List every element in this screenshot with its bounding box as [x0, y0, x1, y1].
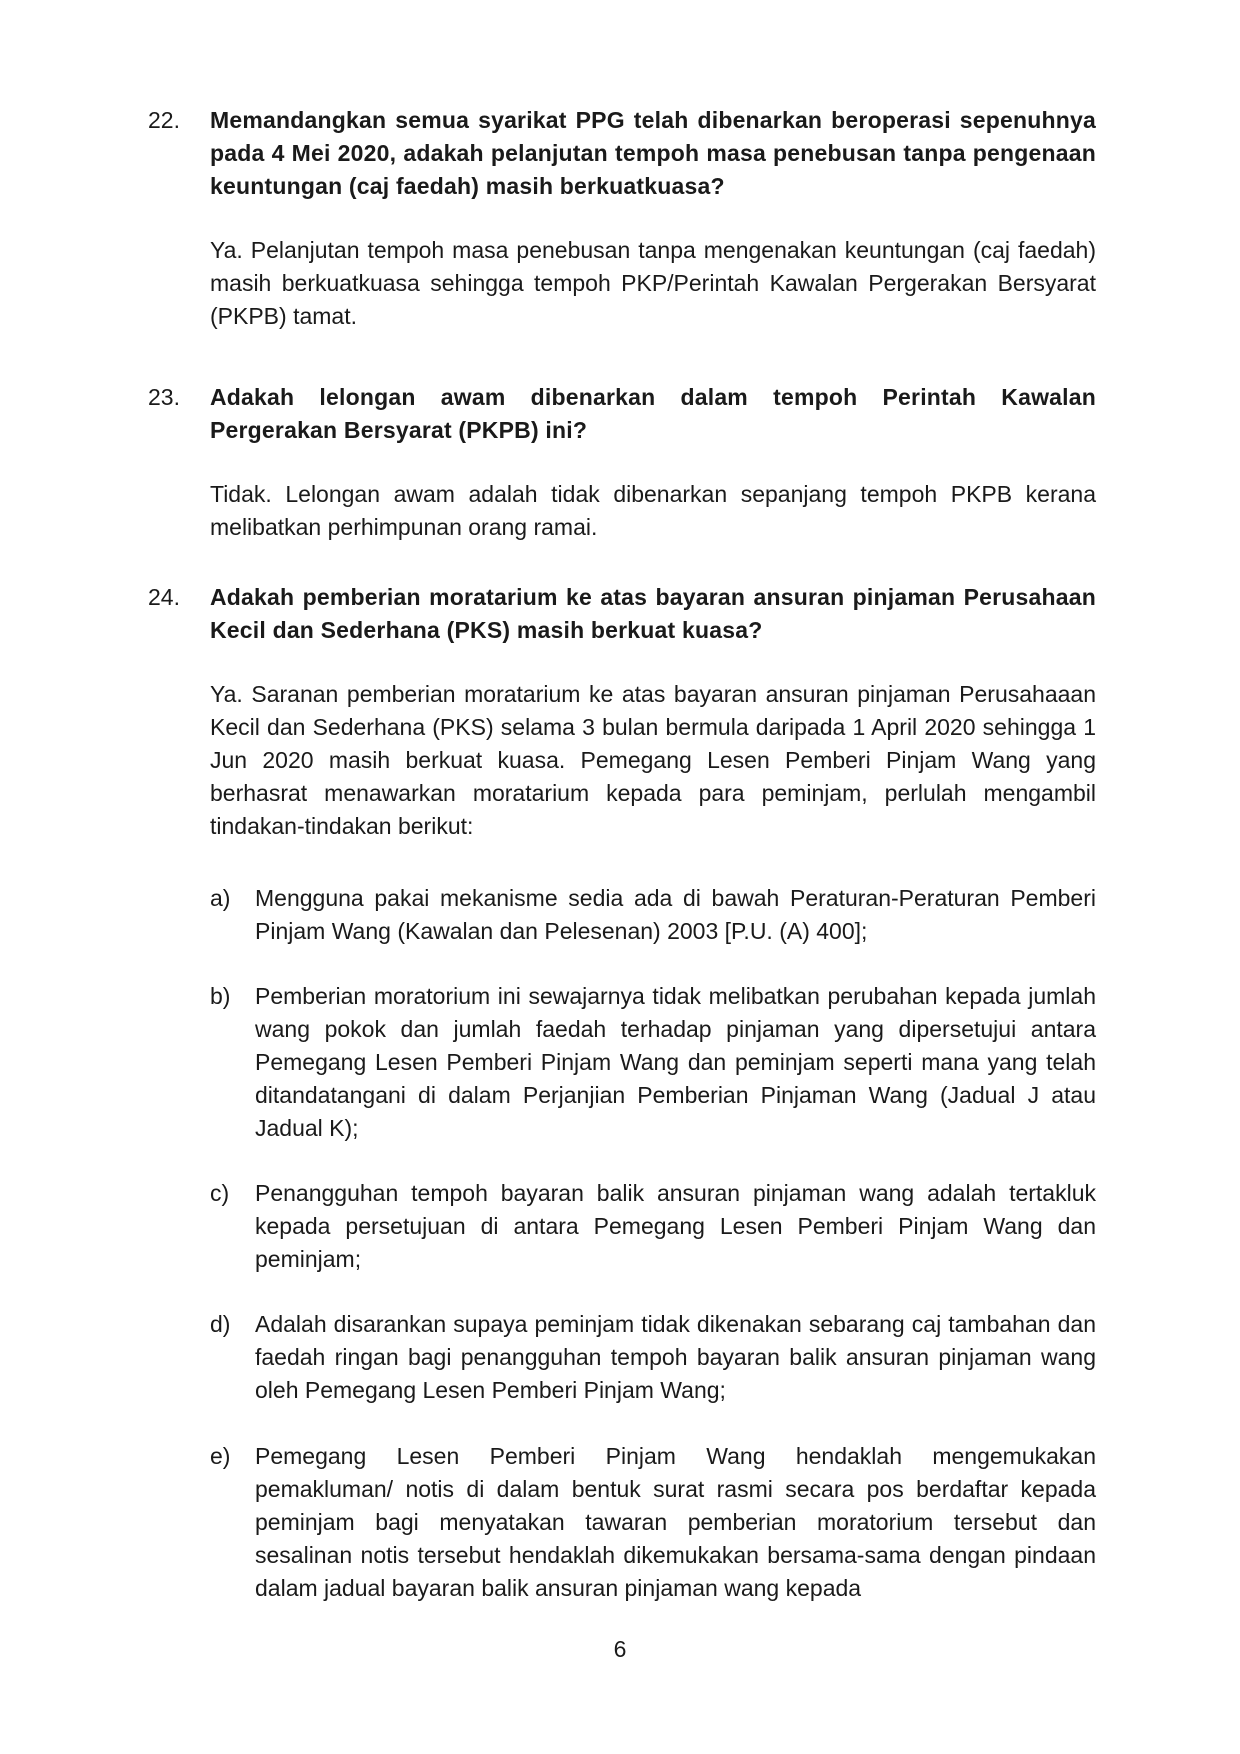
list-item-label: b) [210, 983, 231, 1009]
list-item-c [210, 1177, 1096, 1276]
list-item-d [210, 1308, 1096, 1407]
faq-item-24 [148, 581, 1096, 843]
list-item-label: d) [210, 1311, 231, 1337]
page-number: 6 [613, 1636, 627, 1662]
answer-text: Ya. Pelanjutan tempoh masa penebusan tanpa mengenakan keuntungan (caj faedah) masih berkuatkuasa sehingga tempoh PKP/Perintah Kawalan Pergerakan Bersyarat (PKPB) tamat. [210, 237, 1096, 329]
question-text: Adakah pemberian moratarium ke atas bayaran ansuran pinjaman Perusahaan Kecil dan Sederhana (PKS) masih berkuat kuasa? [210, 584, 1096, 643]
question-text: Adakah lelongan awam dibenarkan dalam tempoh Perintah Kawalan Pergerakan Bersyarat (PKPB) ini? [210, 384, 1096, 443]
list-item-a [210, 882, 1096, 948]
faq-item-22 [148, 104, 1096, 333]
answer-text: Tidak. Lelongan awam adalah tidak dibenarkan sepanjang tempoh PKPB kerana melibatkan perhimpunan orang ramai. [210, 481, 1096, 540]
list-item-text: Mengguna pakai mekanisme sedia ada di bawah Peraturan-Peraturan Pemberi Pinjam Wang (Kawalan dan Pelesenan) 2003 [P.U. (A) 400]; [255, 885, 1096, 944]
question-number: 23. [148, 384, 180, 410]
list-item-text: Pemberian moratorium ini sewajarnya tidak melibatkan perubahan kepada jumlah wang pokok dan jumlah faedah terhadap pinjaman yang dipersetujui antara Pemegang Lesen Pemberi Pinjam Wang dan peminjam seperti mana yang telah ditandatangani di dalam Perjanjian Pemberian Pinjaman Wang (Jadual J atau Jadual K); [255, 983, 1096, 1141]
question-number: 24. [148, 584, 180, 610]
list-item-text: Penangguhan tempoh bayaran balik ansuran pinjaman wang adalah tertakluk kepada persetujuan di antara Pemegang Lesen Pemberi Pinjam Wang dan peminjam; [255, 1180, 1096, 1272]
faq-item-23 [148, 381, 1096, 544]
list-item-label: a) [210, 885, 231, 911]
list-item-label: e) [210, 1443, 231, 1469]
list-item-b [210, 980, 1096, 1145]
list-item-text: Pemegang Lesen Pemberi Pinjam Wang hendaklah mengemukakan pemakluman/ notis di dalam bentuk surat rasmi secara pos berdaftar kepada peminjam bagi menyatakan tawaran pemberian moratorium tersebut dan sesalinan notis tersebut hendaklah dikemukakan bersama-sama dengan pindaan dalam jadual bayaran balik ansuran pinjaman wang kepada [255, 1443, 1096, 1601]
answer-text: Ya. Saranan pemberian moratarium ke atas bayaran ansuran pinjaman Perusahaaan Kecil dan Sederhana (PKS) selama 3 bulan bermula daripada 1 April 2020 sehingga 1 Jun 2020 masih berkuat kuasa. Pemegang Lesen Pemberi Pinjam Wang yang berhasrat menawarkan moratarium kepada para peminjam, perlulah mengambil tindakan-tindakan berikut: [210, 681, 1096, 839]
list-item-e [210, 1440, 1096, 1605]
list-item-label: c) [210, 1180, 230, 1206]
question-text: Memandangkan semua syarikat PPG telah dibenarkan beroperasi sepenuhnya pada 4 Mei 2020, adakah pelanjutan tempoh masa penebusan tanpa pengenaan keuntungan (caj faedah) masih berkuatkuasa? [210, 107, 1096, 199]
list-item-text: Adalah disarankan supaya peminjam tidak dikenakan sebarang caj tambahan dan faedah ringan bagi penangguhan tempoh bayaran balik ansuran pinjaman wang oleh Pemegang Lesen Pemberi Pinjam Wang; [255, 1311, 1096, 1403]
question-number: 22. [148, 107, 180, 133]
